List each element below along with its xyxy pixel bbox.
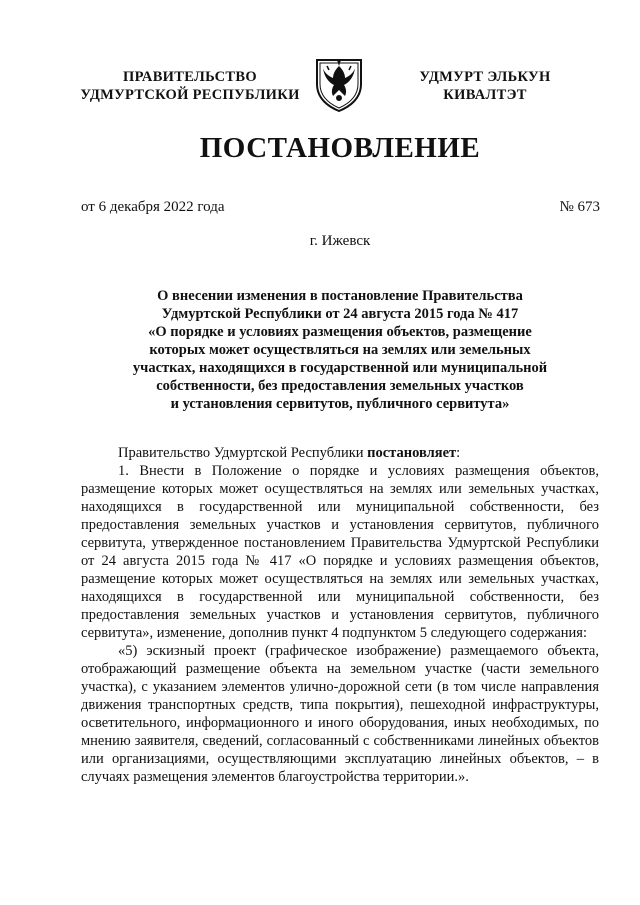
subject-line: О внесении изменения в постановление Правительства [157,288,523,304]
subject-line: «О порядке и условиях размещения объектов, размещение [148,324,532,340]
document-date: от 6 декабря 2022 года [81,199,225,215]
document-number: № 673 [559,199,600,215]
subject-line: и установления сервитутов, публичного сервитута» [170,396,510,412]
udmurt-coat-of-arms-icon [311,54,367,112]
issuer-name-udmurt [395,68,575,104]
subject-line: которых может осуществляться на землях или земельных [149,342,531,358]
issuer-name-russian [70,68,310,104]
subject-line: Удмуртской Республики от 24 августа 2015 года № 417 [161,306,519,322]
subject-line: собственности, без предоставления земельных участков [156,378,524,394]
paragraph-1: 1. Внести в Положение о порядке и условиях размещения объектов, размещение которых может осуществляться на землях или земельных участках, находящихся в государственной или муниципальной собственности, без предоставления земельных участков и установления сервитутов, публичного сервитута, утвержденное постановлением Правительства Удмуртской Республики от 24 августа 2015 года № 417 «О порядке и условиях размещения объектов, размещение которых может осуществляться на землях или земельных участках, находящихся в государственной или муниципальной собственности, без предоставления земельных участков и установления сервитутов, публичного сервитута», изменение, дополнив пункт 4 подпунктом 5 следующего содержания: [81,463,599,641]
document-city: г. Ижевск [309,233,371,249]
document-title: ПОСТАНОВЛЕНИЕ [199,132,481,164]
intro-colon: : [456,445,461,461]
issuer-line-2: УДМУРТСКОЙ РЕСПУБЛИКИ [80,87,300,103]
intro-text: Правительство Удмуртской Республики [118,445,368,461]
subject-line: участках, находящихся в государственной или муниципальной [132,360,548,376]
document-subject [120,287,560,413]
issuer-udm-line-2: КИВАЛТЭТ [443,87,527,103]
resolution-intro [81,444,599,462]
intro-resolves: постановляет [367,445,457,461]
document-body [81,444,599,786]
issuer-udm-line-1: УДМУРТ ЭЛЬКУН [419,69,551,85]
issuer-line-1: ПРАВИТЕЛЬСТВО [123,69,257,85]
paragraph-2: «5) эскизный проект (графическое изображение) размещаемого объекта, отображающий размещение объекта на земельном участке (части земельного участка), с указанием элементов улично-дорожной сети (в том числе направления движения транспортных средств, типа покрытия), пешеходной инфраструктуры, осветительного, информационного и иного оборудования, иных необходимых, по мнению заявителя, сведений, согласованный с собственниками линейных объектов или организациями, осуществляющими эксплуатацию линейных объектов, – в случаях размещения элементов благоустройства территории.». [81,643,599,785]
